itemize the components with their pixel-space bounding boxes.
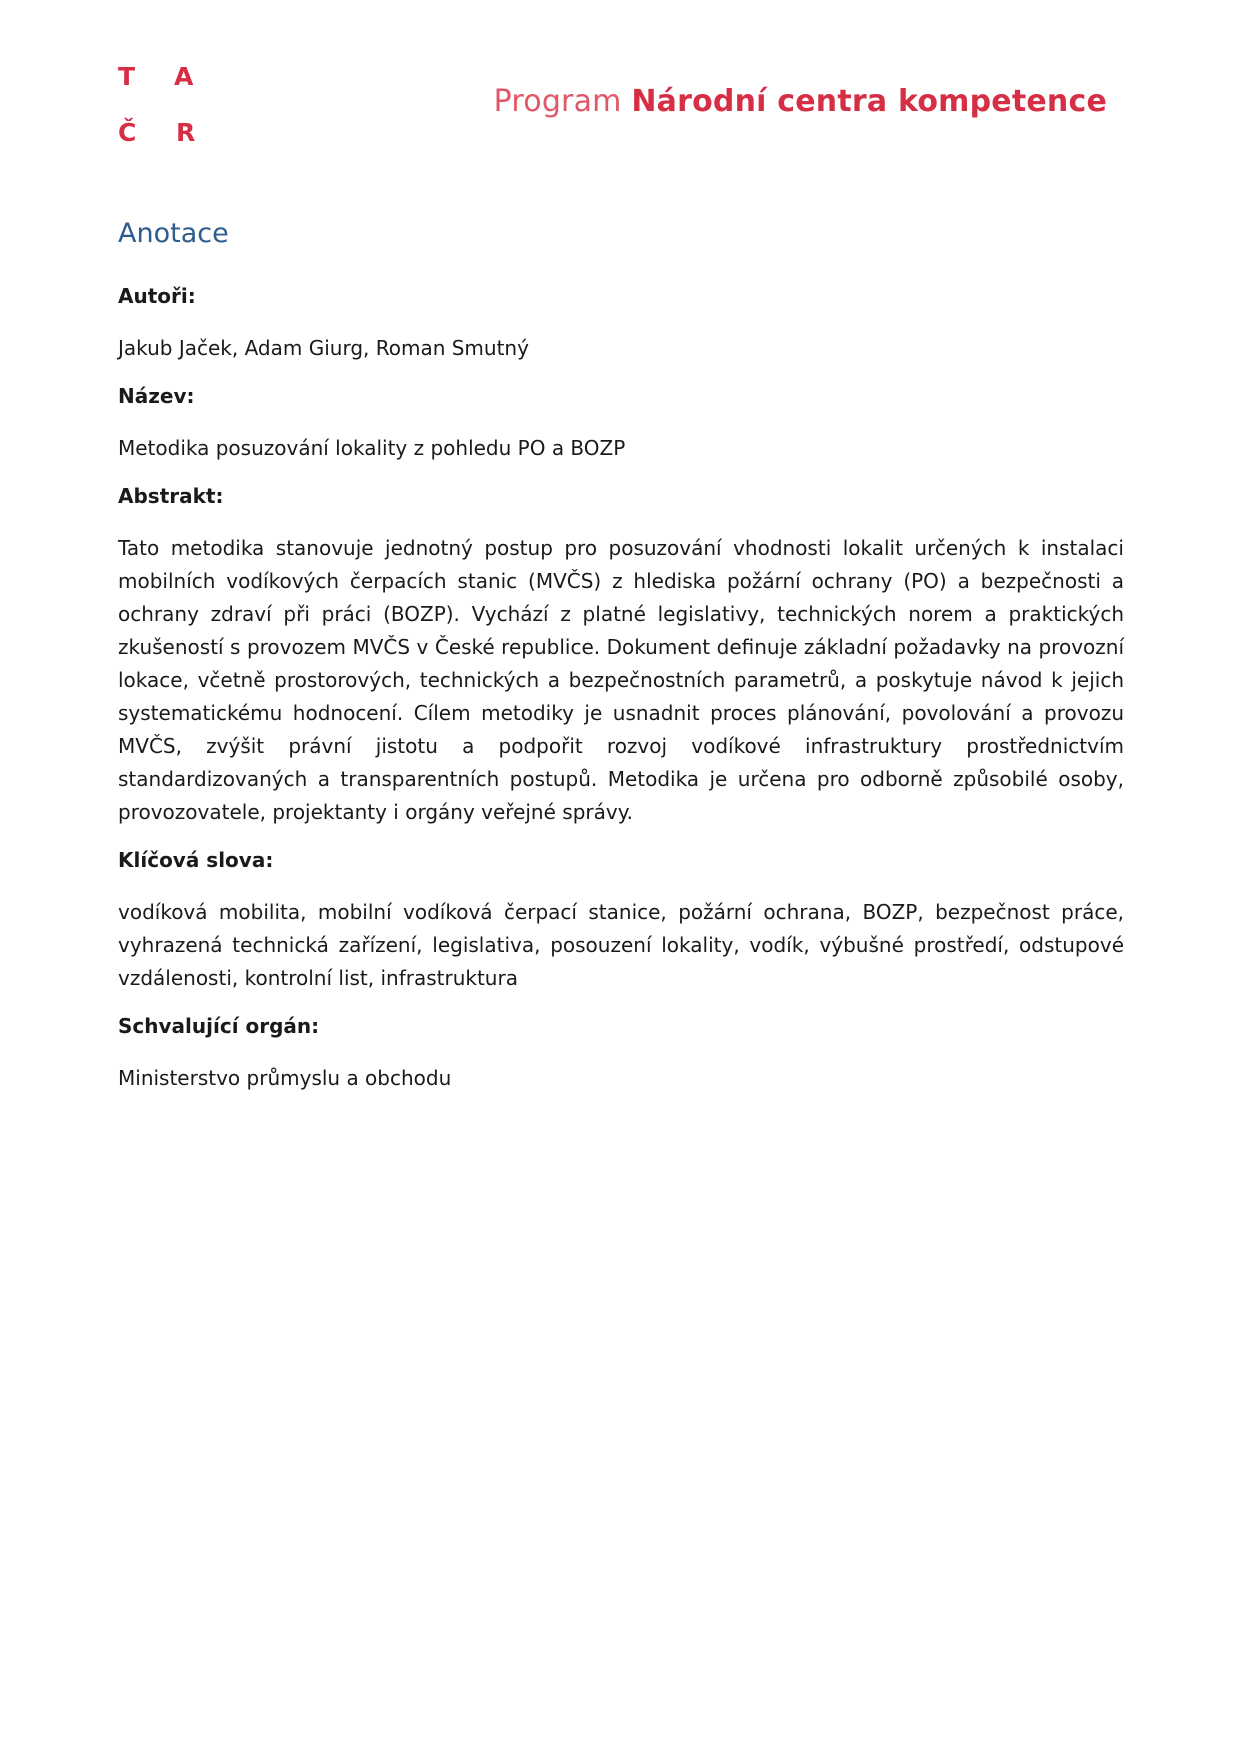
authors-text: Jakub Jaček, Adam Giurg, Roman Smutný	[118, 336, 529, 361]
program-title	[494, 84, 1107, 119]
keywords-label: Klíčová slova:	[118, 848, 274, 873]
program-name: Národní centra kompetence	[631, 84, 1107, 119]
logo-letter-c: Č	[118, 118, 137, 147]
title-label: Název:	[118, 384, 195, 409]
logo-letter-a: A	[174, 62, 194, 91]
keywords-text: vodíková mobilita, mobilní vodíková čerpací stanice, požární ochrana, BOZP, bezpečnost práce, vyhrazená technická zařízení, legislativa, posouzení lokality, vodík, výbušné prostředí, odstupové vzdálenosti, kontrolní list, infrastruktura	[118, 900, 1124, 991]
section-heading: Anotace	[118, 218, 229, 249]
authors-label: Autoři:	[118, 284, 196, 309]
abstract-label: Abstrakt:	[118, 484, 224, 509]
tacr-logo	[116, 58, 206, 148]
logo-letter-r: R	[176, 118, 196, 147]
title-text: Metodika posuzování lokality z pohledu PO a BOZP	[118, 436, 626, 461]
approver-text: Ministerstvo průmyslu a obchodu	[118, 1066, 452, 1091]
approver-label: Schvalující orgán:	[118, 1014, 320, 1039]
annotation-section	[118, 218, 1124, 1113]
abstract-text: Tato metodika stanovuje jednotný postup pro posuzování vhodnosti lokalit určených k instalaci mobilních vodíkových čerpacích stanic (MVČS) z hlediska požární ochrany (PO) a bezpečnosti a ochrany zdraví při práci (BOZP). Vychází z platné legislativy, technických norem a praktických zkušeností s provozem MVČS v České republice. Dokument definuje základní požadavky na provozní lokace, včetně prostorových, technických a bezpečnostních parametrů, a poskytuje návod k jejich systematickému hodnocení. Cílem metodiky je usnadnit proces plánování, povolování a provozu MVČS, zvýšit právní jistotu a podpořit rozvoj vodíkové infrastruktury prostřednictvím standardizovaných a transparentních postupů. Metodika je určena pro odborně způsobilé osoby, provozovatele, projektanty i orgány veřejné správy.	[118, 536, 1124, 825]
program-prefix: Program	[493, 84, 622, 119]
logo-letter-t: T	[118, 62, 136, 91]
